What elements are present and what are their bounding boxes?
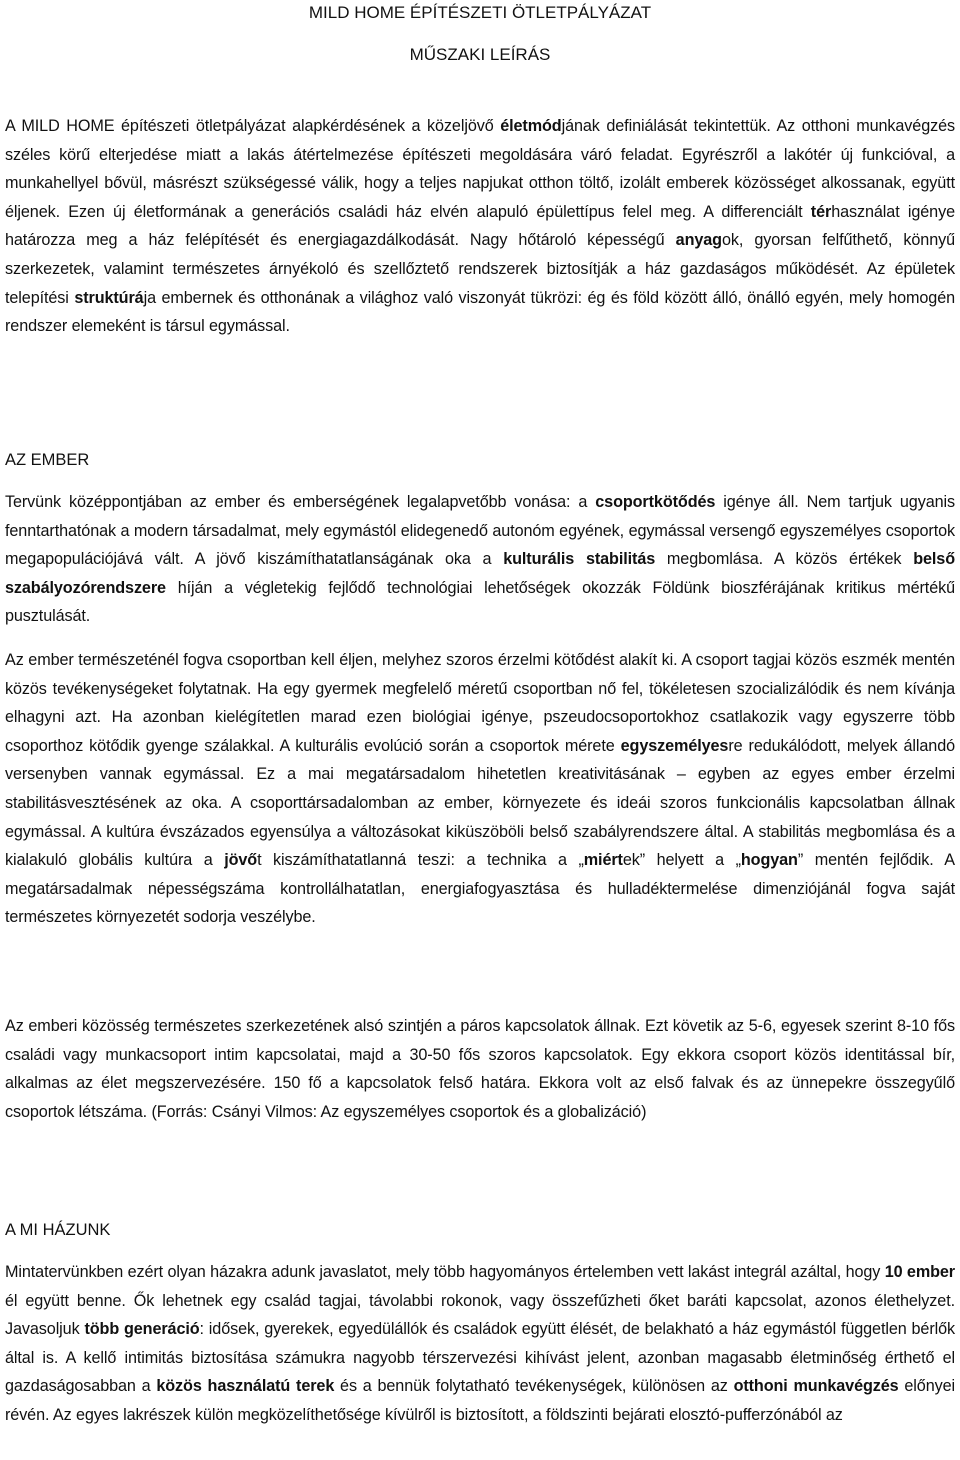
section-heading-az-ember: AZ EMBER (5, 451, 90, 469)
document-subtitle: MŰSZAKI LEÍRÁS (409, 45, 551, 64)
section2-paragraph-1: Mintatervünkben ezért olyan házakra adunk javaslatot, mely több hagyományos értelemben vett lakást integrál azáltal, hogy 10 ember él együtt benne. Ők lehetnek egy család tagjai, távolabbi rokonok, vagy összefűzheti őket baráti kapcsolat, azonos élethelyzet. Javasoljuk több generáció: idősek, gyerekek, egyedülállók és családok együtt élését, de belakható a ház egymástól független bérlők által is. A kellő intimitás biztosítása számukra nagyobb térszervezési kihívást jelent, azonban magasabb életminőség érthető el gazdaságosabban a közös használatú terek és a bennük folytatható tevékenységek, különösen az otthoni munkavégzés előnyei révén. Az egyes lakrészek külön megközelíthetősége kívülről is biztosított, a földszinti bejárati elosztó-pufferzónából az (5, 1263, 956, 1424)
intro-paragraph: A MILD HOME építészeti ötletpályázat alapkérdésének a közeljövő életmódjának definiálását tekintettük. Az otthoni munkavégzés széles körű elterjedése miatt a lakás átértelmezése építészeti megoldására váró feladat. Egyrészről a lakótér új funkcióval, a munkahellyel bővül, másrészt szükségessé válik, hogy a teljes napjukat otthon töltő, izolált emberek közösséget alkossanak, együtt éljenek. Ezen új életformának a generációs családi ház elvén alapuló épülettípus felel meg. A differenciált térhasználat igénye határozza meg a ház felépítését és energiagazdálkodását. Nagy hőtároló képességű anyagok, gyorsan felfűthető, könnyű szerkezetek, valamint természetes árnyékoló és szellőztető rendszerek biztosítják a ház gazdaságos működését. Az épületek telepítési struktúrája embernek és otthonának a világhoz való viszonyát tükrözi: ég és föld között álló, önálló egyén, mely homogén rendszer elemeként is társul egymással. (5, 117, 956, 336)
document-title: MILD HOME ÉPÍTÉSZETI ÖTLETPÁLYÁZAT (308, 3, 652, 22)
emphasis-eletmod: életmód (500, 117, 562, 135)
section-heading-a-mi-hazunk: A MI HÁZUNK (5, 1221, 111, 1239)
emphasis-anyag: anyag (675, 231, 722, 250)
emphasis-struktura: struktúrá (74, 288, 144, 307)
emphasis-ter: tér (810, 202, 832, 221)
section1-paragraph-3: Az emberi közösség természetes szerkezetének alsó szintjén a páros kapcsolatok állnak. Ezt követik az 5-6, egyesek szerint 8-10 fős családi vagy munkacsoport intim kapcsolatai, majd a 30-50 fős szoros kapcsolatok. Egy ekkora csoport közös identitással bír, alkalmas az élet megszervezésére. 150 fő a kapcsolatok felső határa. Ekkora volt az első falvak és az ünnepekre összegyűlő csoportok létszáma. (Forrás: Csányi Vilmos: Az egyszemélyes csoportok és a globalizáció) (5, 1017, 955, 1121)
section1-paragraph-1: Tervünk középpontjában az ember és emberségének legalapvetőbb vonása: a csoportkötődés igénye áll. Nem tartjuk ugyanis fenntarthatónak a modern társadalmat, mely egymástól elidegenedő autonóm egyének, egymással versengő egyszemélyes csoportok megapopulációjává vált. A jövő kiszámíthatatlanságának oka a kulturális stabilitás megbomlása. A közös értékek belső szabályozórendszere híján a végletekig fejlődő technológiai lehetőségek okozzák Földünk bioszférájának kritikus mértékű pusztulását. (5, 493, 955, 626)
section1-paragraph-2: Az ember természeténél fogva csoportban kell éljen, melyhez szoros érzelmi kötődést alakít ki. A csoport tagjai közös eszmék mentén közös tevékenységeket folytatnak. Ha egy gyermek megfelelő méretű csoportban nő fel, tökéletesen szocializálódik és nem kívánja elhagyni azt. Ha azonban kielégítetlen marad ezen biológiai igénye, pszeudocsoportokhoz csatlakozik vagy egyszerre több csoporthoz kötődik gyenge szálakkal. A kulturális evolúció során a csoportok mérete egyszemélyesre redukálódott, melyek állandó versenyben vannak egymással. Ez a mai megatársadalom hihetetlen kreativitásának – egyben az egyes ember érzelmi stabilitásvesztésének az oka. A csoporttársadalomban az ember, környezete és ideái szoros funkcionális kapcsolatban állnak egymással. A kultúra évszázados egyensúlya a változásokat kiküszöböli belső szabályrendszere által. A stabilitás megbomlása és a kialakuló globális kultúra a jövőt kiszámíthatatlanná teszi: a technika a „miértek” helyett a „hogyan” mentén fejlődik. A megatársadalmak népességszáma kontrollálhatatlan, energiafogyasztása és hulladéktermelése dimenziójánál fogva saját természetes környezetét sodorja veszélybe. (5, 651, 955, 927)
